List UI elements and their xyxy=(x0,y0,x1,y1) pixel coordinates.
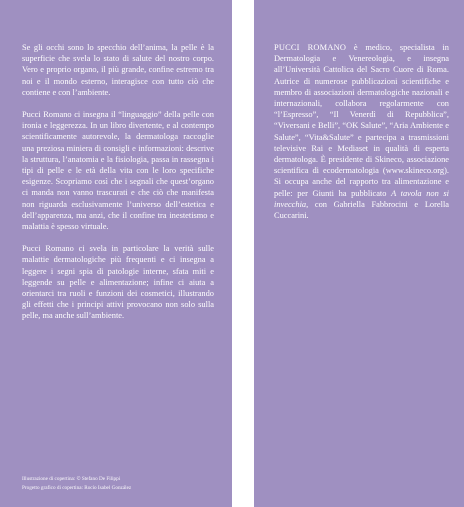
fold-gutter xyxy=(232,0,254,507)
author-bio-column xyxy=(274,42,449,221)
author-bio-text-2: , con Gabriella Fabbrocini e Lorella Cuccarini. xyxy=(274,199,449,221)
blurb-column xyxy=(22,42,214,322)
author-bio-text-1: è medico, specialista in Dermatologia e Venereologia, e insegna all’Università Cattolica del Sacro Cuore di Roma. Autrice di numerose pubblicazioni scientifiche e membro di associazioni dermatologiche nazionali e internazionali, collabora regolarmente con “l’Espresso”, “Il Venerdì di Repubblica”, “Viversani e Belli”, “OK Salute”, “Aria Ambiente e Salute”, “Vita&Salute” e partecipa a trasmissioni televisive Rai e Mediaset in qualità di esperta dermatologa. È presidente di Skineco, associazione scientifica di ecodermatologia (www.skineco.org). Si occupa anche del rapporto tra alimentazione e pelle: per Giunti ha pubblicato xyxy=(274,43,449,198)
book-title: A tavola non si invecchia xyxy=(274,188,449,209)
back-flap xyxy=(254,0,464,507)
illustration-credit: Illustrazione di copertina: © Stefano De Filippi xyxy=(22,476,121,482)
author-name: PUCCI ROMANO xyxy=(274,43,347,52)
cover-credits xyxy=(22,475,222,492)
blurb-paragraph-1: Se gli occhi sono lo specchio dell’anima, la pelle è la superficie che svela lo stato di salute del nostro corpo. Vero e proprio organo, il più grande, confine estremo tra noi e il mondo esterno, interagisce con tutto ciò che contiene e con l’ambiente. xyxy=(22,43,214,97)
blurb-paragraph-3: Pucci Romano ci svela in particolare la verità sulle malattie dermatologiche più frequenti e ci insegna a leggere i segni spia di patologie interne, sfata miti e leggende su pelle e alimentazione; infine ci aiuta a orientarci tra ruoli e funzioni dei cosmetici, illustrando gli effetti che i principi attivi provocano non solo sulla pelle, ma anche sull’ambiente. xyxy=(22,244,214,321)
author-bio xyxy=(274,42,449,221)
design-credit: Progetto grafico di copertina: Rocío Isabel González xyxy=(22,484,132,491)
blurb-paragraph-2: Pucci Romano ci insegna il “linguaggio” della pelle con ironia e leggerezza. In un libro divertente, e al contempo scientificamente autorevole, la dermatologa raccoglie una preziosa miniera di consigli e informazioni: descrive la struttura, l’anatomia e la fisiologia, passa in rassegna i tipi di pelle e le età della vita con le loro specifiche esigenze. Scopriamo così che i segnali che quest’organo ci manda non vanno trascurati e che ciò che manifesta non riguarda esclusivamente l’universo dell’estetica e dell’apparenza, ma anzi, che il confine tra inestetismo e malattia è spesso virtuale. xyxy=(22,110,214,232)
